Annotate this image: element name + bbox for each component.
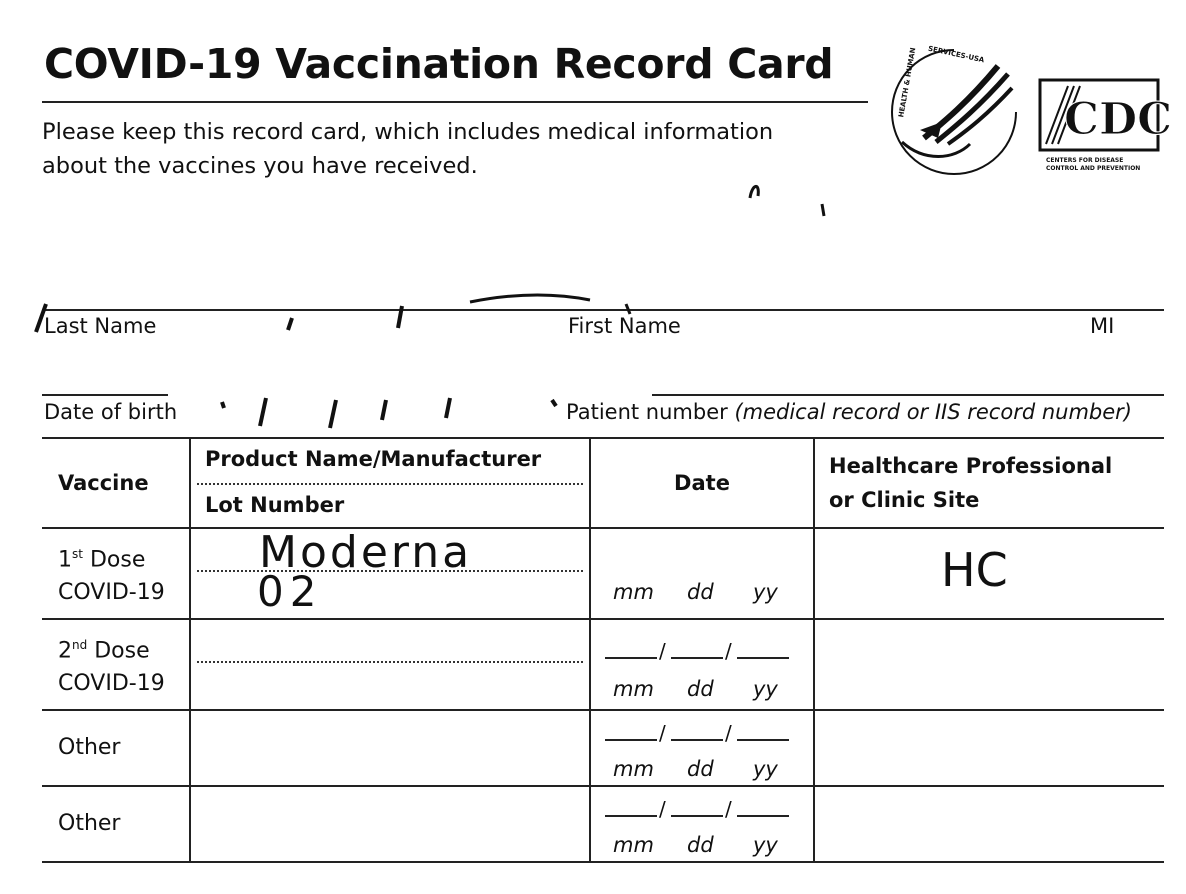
dose-word: Dose — [94, 638, 150, 664]
vaccine-cell: Other — [42, 786, 190, 862]
patient-number-label — [566, 400, 1132, 424]
cdc-logo-icon — [1038, 78, 1173, 174]
handwritten-product: Moderna — [259, 527, 473, 578]
table-row — [42, 619, 1164, 710]
hhs-eagle-seal-icon — [884, 42, 1024, 182]
table-row — [42, 786, 1164, 862]
date-dd: dd — [687, 833, 714, 857]
title-rule — [42, 101, 868, 103]
svg-text:HEALTH & HUMAN: HEALTH & HUMAN — [897, 46, 918, 119]
date-dd: dd — [687, 580, 714, 604]
subtitle-line-1: Please keep this record card, which includes medical information — [42, 119, 774, 145]
vaccine-cell — [42, 619, 190, 710]
product-cell — [190, 710, 590, 786]
patient-number-text: Patient number — [566, 400, 728, 424]
date-yy: yy — [753, 677, 778, 701]
svg-text:CENTERS FOR DISEASE: CENTERS FOR DISEASE — [1046, 157, 1124, 164]
patient-number-line — [652, 394, 1164, 396]
dose-suffix: nd — [72, 638, 88, 653]
dob-label: Date of birth — [44, 400, 178, 424]
date-mm: mm — [613, 833, 654, 857]
date-yy: yy — [753, 580, 778, 604]
patient-number-hint: (medical record or IIS record number) — [734, 400, 1132, 424]
dob-line — [42, 394, 168, 396]
date-yy: yy — [753, 833, 778, 857]
lot-header: Lot Number — [205, 493, 345, 517]
date-format-hint — [613, 833, 778, 857]
handwritten-site: HC — [941, 543, 1008, 597]
dose-number: 2 — [58, 638, 72, 664]
svg-text:SERVICES-USA: SERVICES-USA — [927, 44, 985, 65]
date-blanks: / / — [605, 657, 791, 659]
table-header-row — [42, 438, 1164, 528]
vaccine-cell: Other — [42, 710, 190, 786]
date-header: Date — [590, 438, 814, 528]
dose-suffix: st — [72, 547, 83, 562]
subtitle-line-2: about the vaccines you have received. — [42, 153, 478, 179]
handwritten-lot: 02 — [257, 567, 323, 616]
date-mm: mm — [613, 757, 654, 781]
svg-text:CDC: CDC — [1064, 94, 1173, 145]
product-cell — [190, 786, 590, 862]
date-mm: mm — [613, 677, 654, 701]
last-name-label: Last Name — [44, 314, 157, 338]
date-format-hint — [613, 580, 778, 604]
site-header-line-2: or Clinic Site — [829, 488, 980, 512]
dose-word: Dose — [89, 547, 146, 573]
card-title: COVID-19 Vaccination Record Card — [44, 40, 834, 88]
date-blanks: / / — [605, 739, 791, 741]
date-blanks: / / — [605, 815, 791, 817]
product-cell — [190, 528, 590, 619]
date-format-hint — [613, 677, 778, 701]
dotted-divider — [197, 661, 583, 663]
date-mm: mm — [613, 580, 654, 604]
site-cell — [814, 710, 1164, 786]
date-yy: yy — [753, 757, 778, 781]
site-cell — [814, 528, 1164, 619]
handwriting-mark — [730, 170, 830, 220]
date-format-hint — [613, 757, 778, 781]
date-cell — [590, 710, 814, 786]
vaccination-table — [42, 437, 1164, 863]
site-header — [814, 438, 1164, 528]
product-lot-header — [190, 438, 590, 528]
dotted-divider — [197, 483, 583, 485]
table-row — [42, 710, 1164, 786]
site-cell — [814, 786, 1164, 862]
date-dd: dd — [687, 757, 714, 781]
vaccine-header: Vaccine — [42, 438, 190, 528]
date-cell — [590, 619, 814, 710]
dose-label — [58, 538, 189, 576]
vaccine-cell — [42, 528, 190, 619]
dose-number: 1 — [58, 547, 72, 573]
card-subtitle — [42, 115, 842, 183]
product-cell — [190, 619, 590, 710]
product-header: Product Name/Manufacturer — [205, 447, 542, 471]
date-cell — [590, 786, 814, 862]
vaccine-name: COVID-19 — [58, 579, 165, 605]
vaccine-name: COVID-19 — [58, 670, 165, 696]
site-header-line-1: Healthcare Professional — [829, 454, 1113, 478]
table-row — [42, 528, 1164, 619]
mi-label: MI — [1090, 314, 1115, 338]
date-dd: dd — [687, 677, 714, 701]
svg-text:CONTROL AND PREVENTION: CONTROL AND PREVENTION — [1046, 165, 1141, 172]
first-name-label: First Name — [568, 314, 681, 338]
dose-label — [58, 629, 189, 667]
handwritten-dob-redacted — [210, 392, 570, 432]
date-cell — [590, 528, 814, 619]
site-cell — [814, 619, 1164, 710]
